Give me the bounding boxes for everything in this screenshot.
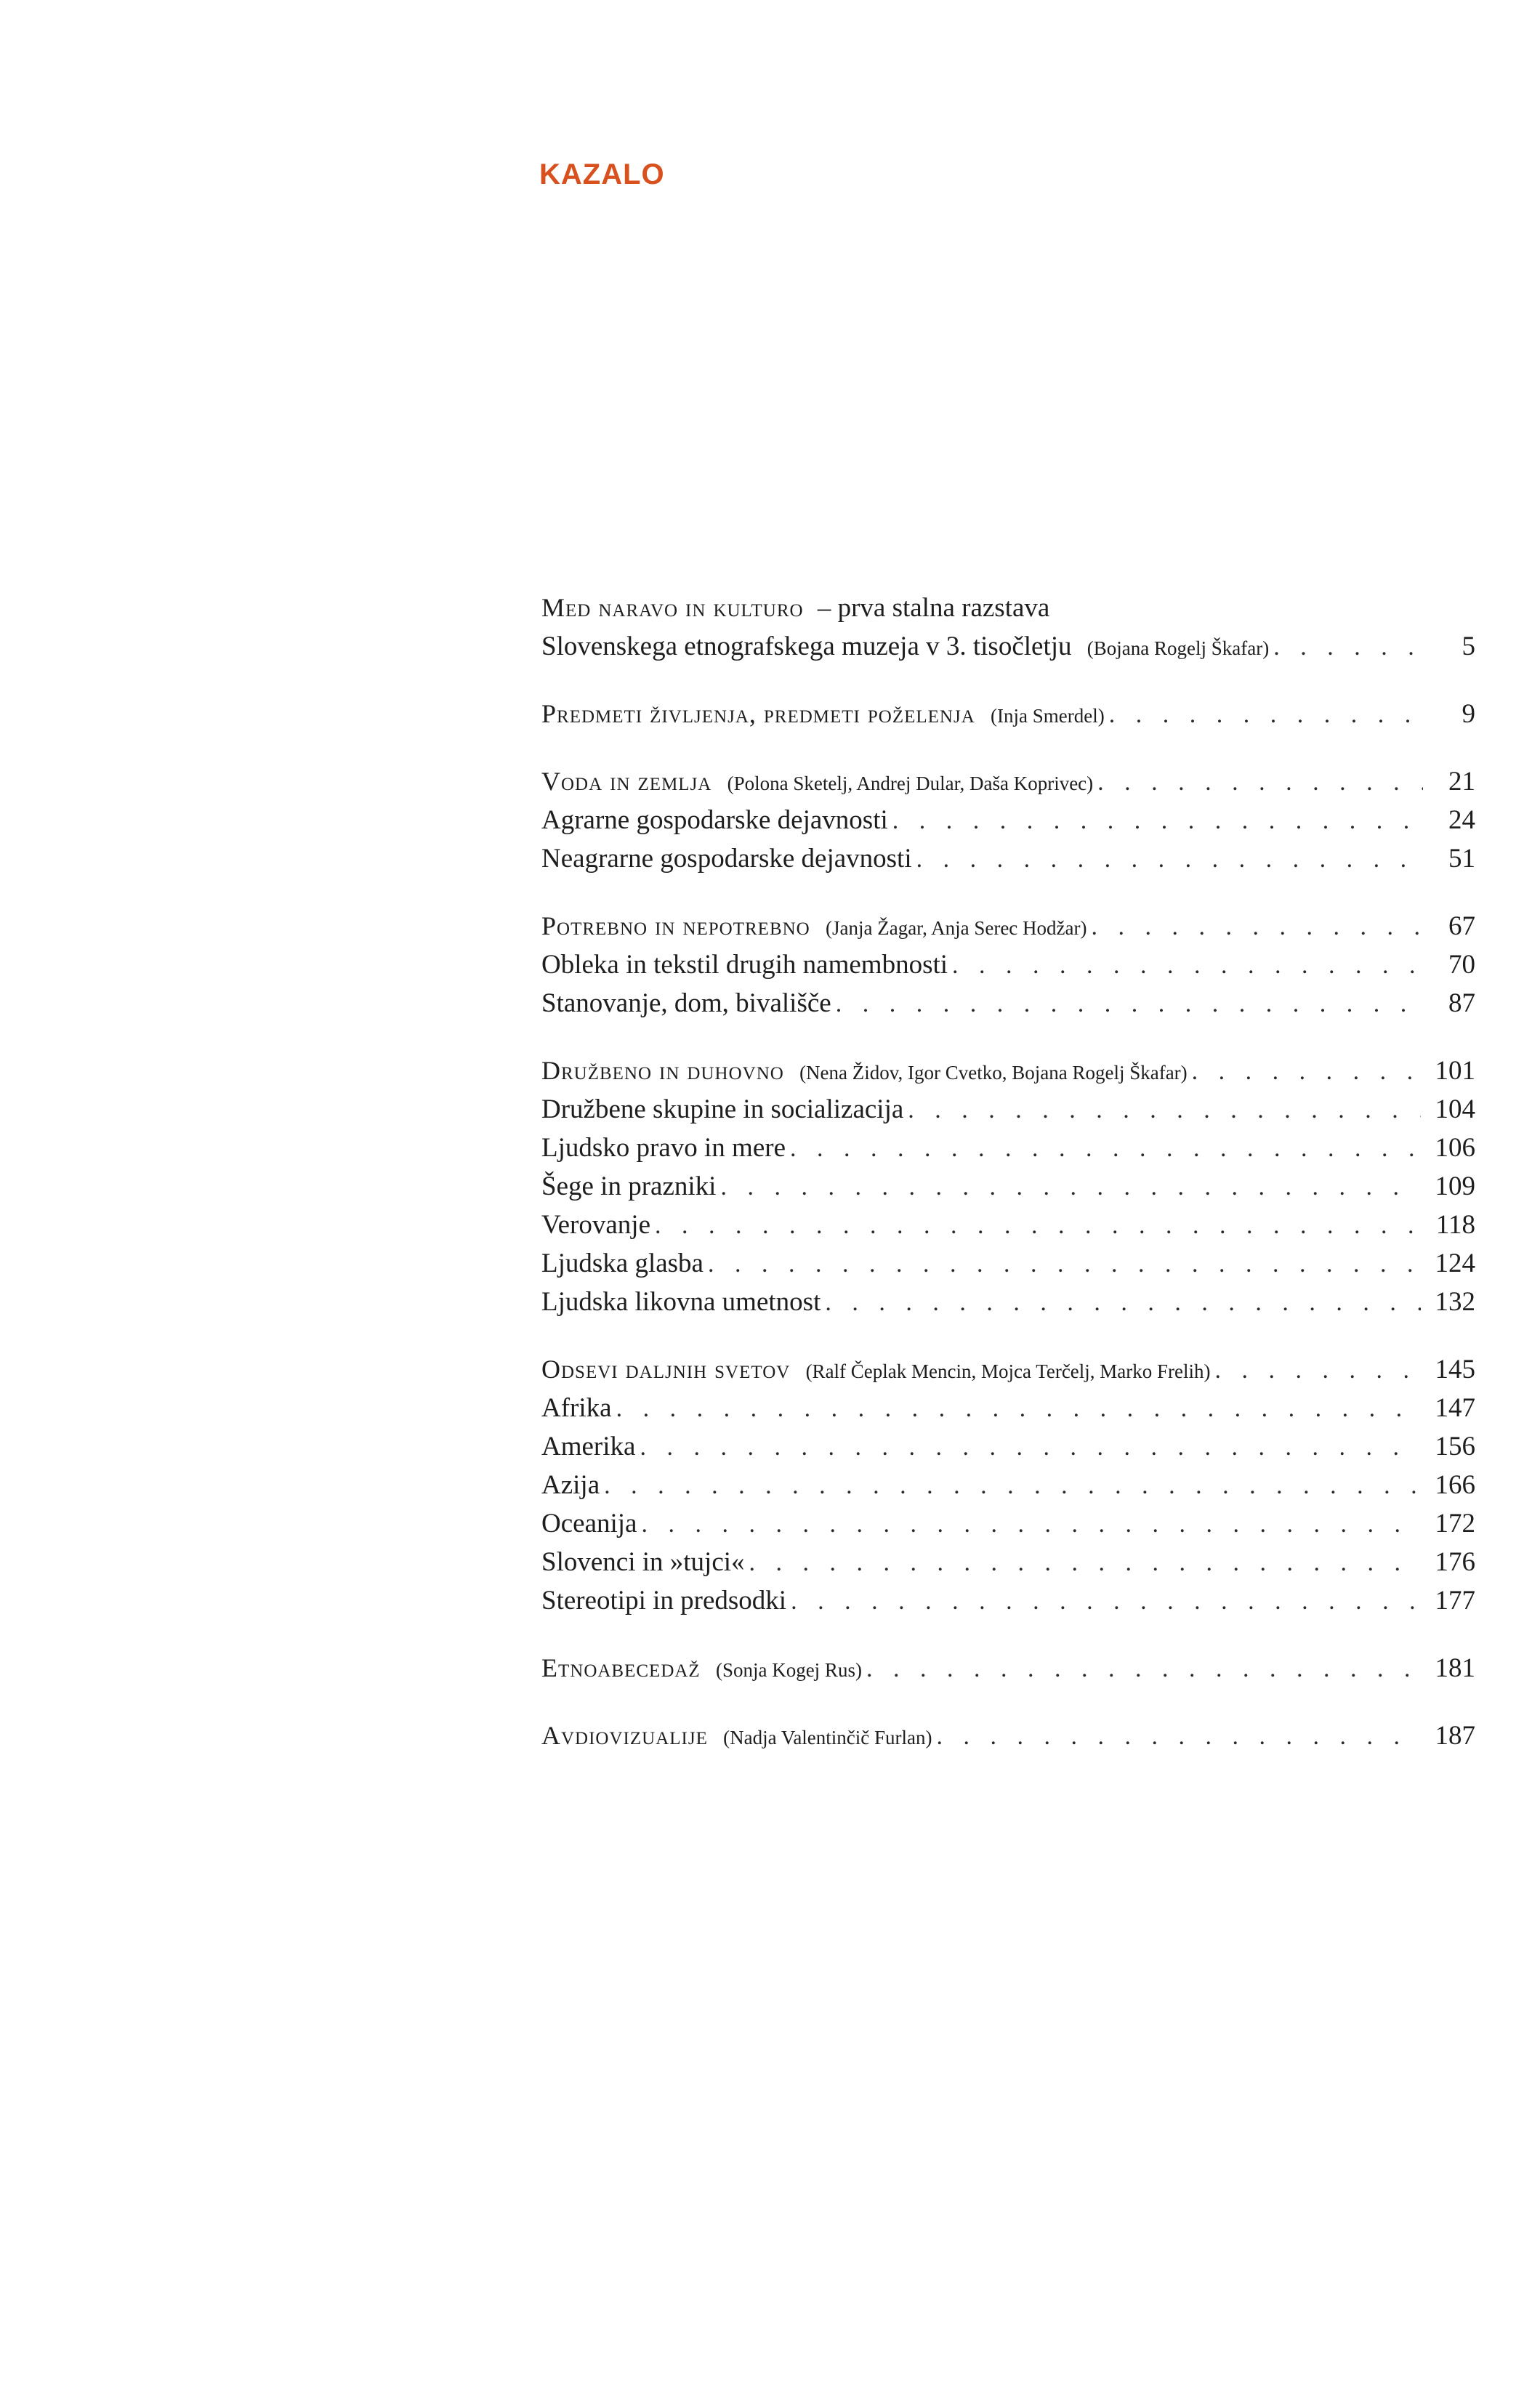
page-number: 109 xyxy=(1435,1171,1475,1201)
toc-entry[interactable] xyxy=(541,627,1475,666)
dot-leader xyxy=(1192,1052,1421,1091)
dot-leader xyxy=(916,840,1423,879)
entry-title: Afrika xyxy=(541,1393,612,1423)
toc-title xyxy=(541,1052,1188,1092)
toc-entry[interactable] xyxy=(541,1283,1475,1321)
page-number: 118 xyxy=(1435,1210,1475,1240)
dot-leader xyxy=(655,1206,1422,1245)
dot-leader xyxy=(616,1389,1421,1428)
entry-authors: (Inja Smerdel) xyxy=(991,705,1105,727)
section-title: Odsevi daljnih svetov xyxy=(541,1355,791,1384)
dot-leader xyxy=(866,1650,1421,1688)
dot-leader xyxy=(749,1544,1421,1582)
toc-entry[interactable] xyxy=(541,762,1475,801)
page-number: 172 xyxy=(1435,1509,1475,1538)
toc-entry[interactable] xyxy=(541,1427,1475,1466)
toc-entry[interactable] xyxy=(541,1649,1475,1687)
toc-title xyxy=(541,627,1269,668)
page-number: 24 xyxy=(1448,805,1475,835)
entry-authors: (Polona Sketelj, Andrej Dular, Daša Koprivec) xyxy=(727,773,1094,794)
toc-entry[interactable] xyxy=(541,1090,1475,1129)
section-title: Avdiovizualije xyxy=(541,1721,708,1750)
toc-entry[interactable] xyxy=(541,695,1475,733)
toc-entry[interactable] xyxy=(541,1543,1475,1581)
page-number: 87 xyxy=(1448,988,1475,1018)
dot-leader xyxy=(892,802,1423,840)
entry-authors: (Bojana Rogelj Škafar) xyxy=(1087,637,1270,659)
page-number: 147 xyxy=(1435,1393,1475,1423)
page-number: 124 xyxy=(1435,1249,1475,1278)
entry-title: Neagrarne gospodarske dejavnosti xyxy=(541,844,912,874)
toc-entry[interactable] xyxy=(541,1244,1475,1283)
dot-leader xyxy=(791,1582,1420,1621)
toc-title xyxy=(541,1350,1211,1391)
dot-leader xyxy=(720,1168,1420,1206)
toc-entry[interactable] xyxy=(541,984,1475,1022)
dot-leader xyxy=(640,1428,1420,1467)
page-number: 9 xyxy=(1462,699,1475,729)
entry-authors: (Nadja Valentinčič Furlan) xyxy=(723,1727,932,1748)
entry-title: Azija xyxy=(541,1470,600,1500)
toc-entry[interactable] xyxy=(541,1350,1475,1389)
entry-title: Oceanija xyxy=(541,1509,637,1538)
page-number: 106 xyxy=(1435,1133,1475,1163)
entry-authors: (Ralf Čeplak Mencin, Mojca Terčelj, Marko Frelih) xyxy=(805,1360,1211,1382)
page-number: 176 xyxy=(1435,1547,1475,1577)
dot-leader xyxy=(1215,1351,1421,1389)
page-number: 177 xyxy=(1435,1586,1475,1616)
dot-leader xyxy=(1092,908,1424,946)
toc-title xyxy=(541,695,1105,735)
section-title: Potrebno in nepotrebno xyxy=(541,911,810,940)
toc-entry[interactable] xyxy=(541,1466,1475,1504)
page-number: 132 xyxy=(1435,1287,1475,1317)
entry-title: Ljudsko pravo in mere xyxy=(541,1133,786,1163)
toc-section xyxy=(541,589,1475,666)
page-number: 156 xyxy=(1435,1432,1475,1461)
page-heading: KAZALO xyxy=(539,158,665,190)
entry-title: Šege in prazniki xyxy=(541,1171,717,1201)
toc-entry[interactable] xyxy=(541,1052,1475,1090)
section-subtitle: – prva stalna razstava xyxy=(817,593,1050,623)
dot-leader xyxy=(790,1129,1421,1168)
toc-title xyxy=(541,1649,862,1690)
page-number: 181 xyxy=(1435,1653,1475,1683)
dot-leader xyxy=(708,1245,1421,1283)
entry-authors: (Nena Židov, Igor Cvetko, Bojana Rogelj Škafar) xyxy=(799,1062,1188,1084)
dot-leader xyxy=(825,1283,1420,1322)
page-number: 145 xyxy=(1435,1355,1475,1384)
toc-entry[interactable] xyxy=(541,839,1475,878)
page-number: 51 xyxy=(1448,844,1475,874)
toc-section xyxy=(541,695,1475,733)
table-of-contents xyxy=(541,589,1475,1784)
dot-leader xyxy=(1109,695,1423,734)
entry-authors: (Janja Žagar, Anja Serec Hodžar) xyxy=(826,917,1087,939)
dot-leader xyxy=(952,946,1423,985)
entry-title: Stanovanje, dom, bivališče xyxy=(541,988,831,1018)
toc-entry[interactable] xyxy=(541,1581,1475,1620)
dot-leader xyxy=(836,985,1423,1023)
toc-entry[interactable] xyxy=(541,1206,1475,1244)
dot-leader xyxy=(937,1717,1421,1756)
entry-title: Amerika xyxy=(541,1432,636,1461)
toc-entry[interactable] xyxy=(541,1129,1475,1167)
page-number: 5 xyxy=(1462,632,1475,661)
entry-title: Slovenci in »tujci« xyxy=(541,1547,745,1577)
section-title: Etnoabecedaž xyxy=(541,1653,701,1682)
toc-entry[interactable] xyxy=(541,1717,1475,1755)
section-title: Voda in zemlja xyxy=(541,767,712,796)
entry-authors: (Sonja Kogej Rus) xyxy=(715,1659,862,1681)
section-title: Predmeti življenja, predmeti poželenja xyxy=(541,699,975,728)
dot-leader xyxy=(1273,628,1423,666)
entry-title: Obleka in tekstil drugih namembnosti xyxy=(541,950,948,980)
entry-title: Slovenskega etnografskega muzeja v 3. tisočletju xyxy=(541,632,1072,661)
page-number: 21 xyxy=(1448,767,1475,796)
toc-entry[interactable] xyxy=(541,1389,1475,1427)
toc-section xyxy=(541,1350,1475,1620)
page-number: 166 xyxy=(1435,1470,1475,1500)
toc-entry[interactable] xyxy=(541,1504,1475,1543)
toc-entry[interactable] xyxy=(541,801,1475,839)
toc-title xyxy=(541,589,1049,627)
toc-section xyxy=(541,762,1475,878)
entry-title: Družbene skupine in socializacija xyxy=(541,1094,904,1124)
toc-entry[interactable] xyxy=(541,907,1475,945)
toc-section xyxy=(541,1052,1475,1321)
page-number: 70 xyxy=(1448,950,1475,980)
page-number: 104 xyxy=(1435,1094,1475,1124)
page-number: 67 xyxy=(1448,911,1475,941)
dot-leader xyxy=(641,1505,1420,1544)
dot-leader xyxy=(604,1467,1420,1505)
entry-title: Stereotipi in predsodki xyxy=(541,1586,787,1616)
toc-title xyxy=(541,1717,932,1757)
section-title: Med naravo in kulturo xyxy=(541,593,804,622)
section-title: Družbeno in duhovno xyxy=(541,1056,784,1085)
toc-entry[interactable] xyxy=(541,945,1475,984)
entry-title: Agrarne gospodarske dejavnosti xyxy=(541,805,888,835)
toc-intro-line xyxy=(541,589,1475,627)
toc-section xyxy=(541,1649,1475,1687)
toc-section xyxy=(541,1717,1475,1755)
page-number: 101 xyxy=(1435,1056,1475,1086)
dot-leader xyxy=(908,1091,1420,1129)
dot-leader xyxy=(1097,763,1423,802)
page-number: 187 xyxy=(1435,1721,1475,1751)
toc-section xyxy=(541,907,1475,1022)
entry-title: Ljudska likovna umetnost xyxy=(541,1287,821,1317)
toc-entry[interactable] xyxy=(541,1167,1475,1206)
toc-title xyxy=(541,907,1087,948)
entry-title: Verovanje xyxy=(541,1210,650,1240)
toc-title xyxy=(541,762,1093,803)
entry-title: Ljudska glasba xyxy=(541,1249,704,1278)
